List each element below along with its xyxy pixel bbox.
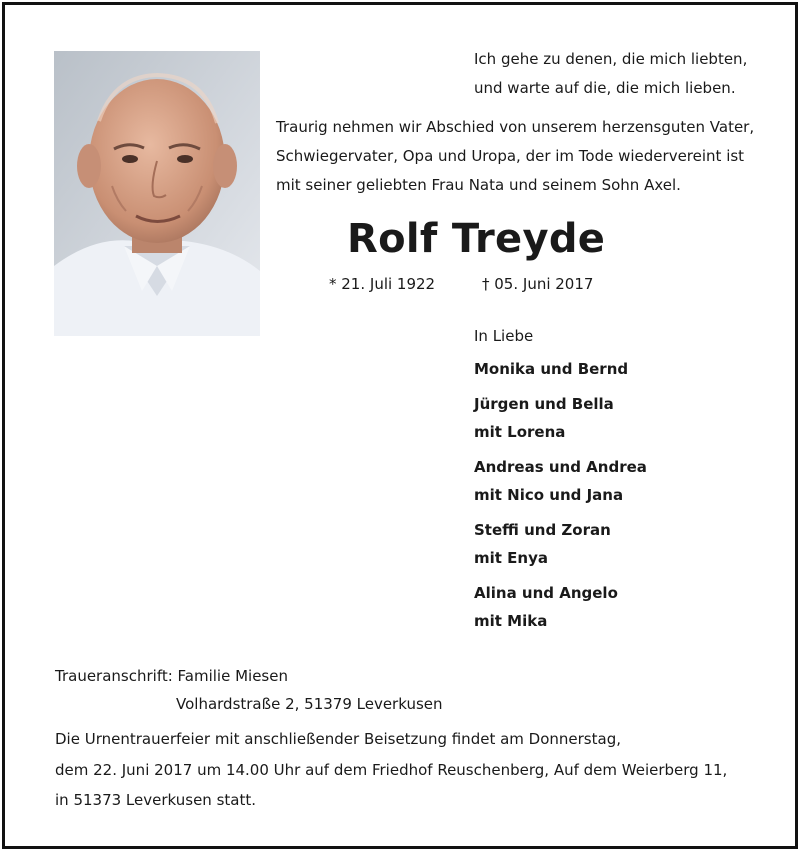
quote-line: und warte auf die, die mich lieben. — [474, 79, 736, 97]
intro-line: Schwiegervater, Opa und Uropa, der im Tode wiedervereint ist — [276, 147, 745, 165]
quote-line: Ich gehe zu denen, die mich liebten, — [474, 50, 748, 68]
signer-group — [474, 579, 647, 636]
signer-line: Alina und Angelo — [474, 583, 618, 602]
ceremony-line: Die Urnentrauerfeier mit anschließender Beisetzung findet am Donnerstag, — [55, 730, 621, 748]
intro-line: Traurig nehmen wir Abschied von unserem herzensguten Vater, — [276, 118, 755, 136]
signer-line: mit Lorena — [474, 423, 566, 441]
mourning-address-street: Volhardstraße 2, 51379 Leverkusen — [176, 695, 443, 713]
signer-line: mit Mika — [474, 612, 548, 630]
birth-date: * 21. Juli 1922 — [329, 275, 436, 293]
signer-line: Monika und Bernd — [474, 360, 629, 378]
deceased-name: Rolf Treyde — [347, 216, 606, 262]
intro-text — [276, 113, 754, 200]
epigraph-quote — [474, 45, 747, 103]
signer-line: Andreas und Andrea — [474, 457, 647, 476]
signer-line: Jürgen und Bella — [474, 394, 614, 413]
signer-group — [474, 453, 647, 510]
ceremony-line: dem 22. Juni 2017 um 14.00 Uhr auf dem Friedhof Reuschenberg, Auf dem Weierberg 11, — [55, 760, 728, 779]
signer-group — [474, 390, 647, 447]
portrait-photo — [54, 51, 260, 336]
intro-line: mit seiner geliebten Frau Nata und seinem Sohn Axel. — [276, 176, 681, 194]
signer-line: mit Nico und Jana — [474, 486, 624, 504]
portrait-image — [54, 51, 260, 336]
signer-group — [474, 516, 647, 573]
signer-line: mit Enya — [474, 549, 548, 567]
ceremony-details — [55, 724, 727, 816]
ceremony-line: in 51373 Leverkusen statt. — [55, 791, 256, 809]
death-date: † 05. Juni 2017 — [482, 275, 594, 293]
signers-block — [474, 323, 647, 642]
signers-lead: In Liebe — [474, 327, 534, 345]
signer-line: Steffi und Zoran — [474, 520, 611, 539]
mourning-address-label: Traueranschrift: Familie Miesen — [55, 667, 288, 685]
signer-group — [474, 355, 647, 384]
